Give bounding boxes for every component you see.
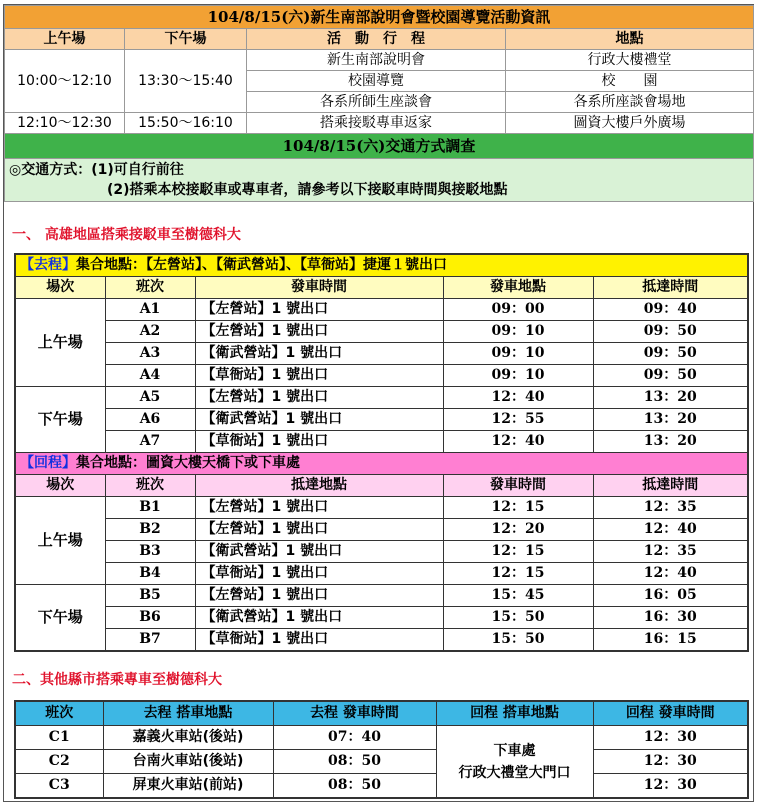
schedule-table xyxy=(4,5,754,202)
arrive-time: 16：30 xyxy=(593,607,748,629)
bus-stop: 【草衙站】1 號出口 xyxy=(195,431,443,453)
table-row xyxy=(15,607,748,629)
table-row xyxy=(15,519,748,541)
activity-cell: 各系所師生座談會 xyxy=(247,92,506,113)
return-place-line-2: 行政大禮堂大門口 xyxy=(458,764,571,781)
col-header-am: 上午場 xyxy=(5,29,125,50)
bus-id: B7 xyxy=(105,629,195,652)
activity-cell: 新生南部說明會 xyxy=(247,50,506,71)
col-back-place: 回程 搭車地點 xyxy=(436,701,593,726)
bus-stop: 【左營站】1 號出口 xyxy=(195,321,443,343)
arrive-time: 09：40 xyxy=(593,299,748,321)
col-header-pm: 下午場 xyxy=(125,29,247,50)
pickup-place: 嘉義火車站(後站) xyxy=(103,726,273,750)
arrive-time: 09：50 xyxy=(593,365,748,387)
traffic-title: 104/8/15(六)交通方式調查 xyxy=(5,134,754,159)
bus-stop: 【衛武營站】1 號出口 xyxy=(195,541,443,563)
bus-id: B3 xyxy=(105,541,195,563)
bus-id: B5 xyxy=(105,585,195,607)
page-title: 104/8/15(六)新生南部說明會暨校園導覽活動資訊 xyxy=(5,6,754,29)
table-row xyxy=(15,387,748,409)
arrive-time: 12：35 xyxy=(593,541,748,563)
table-row xyxy=(15,299,748,321)
depart-time: 09：10 xyxy=(443,343,593,365)
bus-stop: 【左營站】1 號出口 xyxy=(195,387,443,409)
col-header-place: 地點 xyxy=(506,29,754,50)
col-depart-time: 發車時間 xyxy=(443,475,593,497)
arrive-time: 09：50 xyxy=(593,321,748,343)
arrive-time: 09：50 xyxy=(593,343,748,365)
place-cell: 各系所座談會場地 xyxy=(506,92,754,113)
am-time-cell: 10:00～12:10 xyxy=(5,50,125,113)
section-2-title: 二、其他縣市搭乘專車至樹德科大 xyxy=(12,672,222,688)
table-row xyxy=(15,563,748,585)
col-header-activity: 活 動 行 程 xyxy=(247,29,506,50)
traffic-info xyxy=(5,159,754,202)
session-am: 上午場 xyxy=(15,299,105,387)
depart-time: 15：45 xyxy=(443,585,593,607)
table-row xyxy=(15,409,748,431)
bus-stop: 【衛武營站】1 號出口 xyxy=(195,343,443,365)
bus-stop: 【左營站】1 號出口 xyxy=(195,497,443,519)
bus-id: A4 xyxy=(105,365,195,387)
pickup-place: 屏東火車站(前站) xyxy=(103,774,273,799)
arrive-time: 16：05 xyxy=(593,585,748,607)
arrive-time: 12：40 xyxy=(593,519,748,541)
bus-id: B6 xyxy=(105,607,195,629)
section-1-title: 一、 高雄地區搭乘接駁車至樹德科大 xyxy=(12,227,241,243)
depart-time: 12：40 xyxy=(443,387,593,409)
table-row xyxy=(15,321,748,343)
table-row xyxy=(15,774,748,799)
bus-id: C1 xyxy=(15,726,103,750)
bus-stop: 【衛武營站】1 號出口 xyxy=(195,409,443,431)
col-session: 場次 xyxy=(15,277,105,299)
arrive-time: 12：40 xyxy=(593,563,748,585)
table-row xyxy=(15,541,748,563)
pm-time-cell: 13:30～15:40 xyxy=(125,50,247,113)
return-place xyxy=(436,726,593,799)
depart-time: 15：50 xyxy=(443,607,593,629)
table-row xyxy=(15,750,748,774)
bus-id: A2 xyxy=(105,321,195,343)
place-cell: 行政大樓禮堂 xyxy=(506,50,754,71)
col-bus-id: 班次 xyxy=(105,475,195,497)
depart-time: 12：15 xyxy=(443,541,593,563)
bus-id: A7 xyxy=(105,431,195,453)
back-time: 12：30 xyxy=(593,726,748,750)
bus-stop: 【草衙站】1 號出口 xyxy=(195,629,443,652)
return-meeting-point: 集合地點：圖資大樓天橋下或下車處 xyxy=(76,455,300,471)
arrive-time: 13：20 xyxy=(593,431,748,453)
col-arrive-time: 抵達時間 xyxy=(593,277,748,299)
arrive-time: 13：20 xyxy=(593,387,748,409)
bus-id: A6 xyxy=(105,409,195,431)
return-place-line-1: 下車處 xyxy=(493,742,536,759)
col-go-time: 去程 發車時間 xyxy=(273,701,436,726)
return-tag: 【回程】 xyxy=(20,455,76,471)
col-bus-id: 班次 xyxy=(15,701,103,726)
bus-id: C2 xyxy=(15,750,103,774)
session-pm: 下午場 xyxy=(15,387,105,453)
col-back-time: 回程 發車時間 xyxy=(593,701,748,726)
pm-time-cell: 15:50～16:10 xyxy=(125,113,247,134)
bus-stop: 【左營站】1 號出口 xyxy=(195,585,443,607)
traffic-line-2: (2)搭乘本校接駁車或專車者，請參考以下接駁車時間與接駁地點 xyxy=(107,182,508,198)
table-row xyxy=(15,726,748,750)
place-cell: 校 園 xyxy=(506,71,754,92)
bus-stop: 【左營站】1 號出口 xyxy=(195,519,443,541)
pickup-place: 台南火車站(後站) xyxy=(103,750,273,774)
am-time-cell: 12:10～12:30 xyxy=(5,113,125,134)
bus-id: A1 xyxy=(105,299,195,321)
go-time: 08：50 xyxy=(273,774,436,799)
table-row xyxy=(15,343,748,365)
table-row xyxy=(15,365,748,387)
depart-time: 12：15 xyxy=(443,497,593,519)
bus-stop: 【左營站】1 號出口 xyxy=(195,299,443,321)
col-bus-id: 班次 xyxy=(105,277,195,299)
table-row xyxy=(15,629,748,652)
go-time: 08：50 xyxy=(273,750,436,774)
table-row xyxy=(15,497,748,519)
traffic-line-1: ◎交通方式：(1)可自行前往 xyxy=(9,162,184,178)
col-arrive-time: 抵達時間 xyxy=(593,475,748,497)
bus-id: B1 xyxy=(105,497,195,519)
session-am: 上午場 xyxy=(15,497,105,585)
session-pm: 下午場 xyxy=(15,585,105,652)
col-session: 場次 xyxy=(15,475,105,497)
special-bus-table xyxy=(14,700,749,799)
activity-cell: 搭乘接駁專車返家 xyxy=(247,113,506,134)
col-go-place: 去程 搭車地點 xyxy=(103,701,273,726)
back-time: 12：30 xyxy=(593,774,748,799)
depart-time: 09：10 xyxy=(443,321,593,343)
depart-time: 12：55 xyxy=(443,409,593,431)
bus-id: C3 xyxy=(15,774,103,799)
col-depart-place: 發車地點 xyxy=(443,277,593,299)
bus-id: B2 xyxy=(105,519,195,541)
place-cell: 圖資大樓戶外廣場 xyxy=(506,113,754,134)
bus-id: A3 xyxy=(105,343,195,365)
arrive-time: 16：15 xyxy=(593,629,748,652)
outbound-tag: 【去程】 xyxy=(20,257,76,273)
go-time: 07：40 xyxy=(273,726,436,750)
col-arrive-place: 抵達地點 xyxy=(195,475,443,497)
bus-stop: 【草衙站】1 號出口 xyxy=(195,365,443,387)
arrive-time: 13：20 xyxy=(593,409,748,431)
bus-stop: 【衛武營站】1 號出口 xyxy=(195,607,443,629)
col-depart-time: 發車時間 xyxy=(195,277,443,299)
bus-id: A5 xyxy=(105,387,195,409)
depart-time: 09：10 xyxy=(443,365,593,387)
depart-time: 12：40 xyxy=(443,431,593,453)
outbound-header xyxy=(15,254,748,277)
activity-cell: 校園導覽 xyxy=(247,71,506,92)
bus-id: B4 xyxy=(105,563,195,585)
table-row xyxy=(15,585,748,607)
depart-time: 12：15 xyxy=(443,563,593,585)
depart-time: 15：50 xyxy=(443,629,593,652)
depart-time: 09：00 xyxy=(443,299,593,321)
shuttle-table xyxy=(14,253,749,652)
arrive-time: 12：35 xyxy=(593,497,748,519)
back-time: 12：30 xyxy=(593,750,748,774)
depart-time: 12：20 xyxy=(443,519,593,541)
table-row xyxy=(15,431,748,453)
return-header xyxy=(15,453,748,475)
outbound-meeting-point: 集合地點：【左營站】、【衛武營站】、【草衙站】捷運１號出口 xyxy=(76,257,447,273)
bus-stop: 【草衙站】1 號出口 xyxy=(195,563,443,585)
